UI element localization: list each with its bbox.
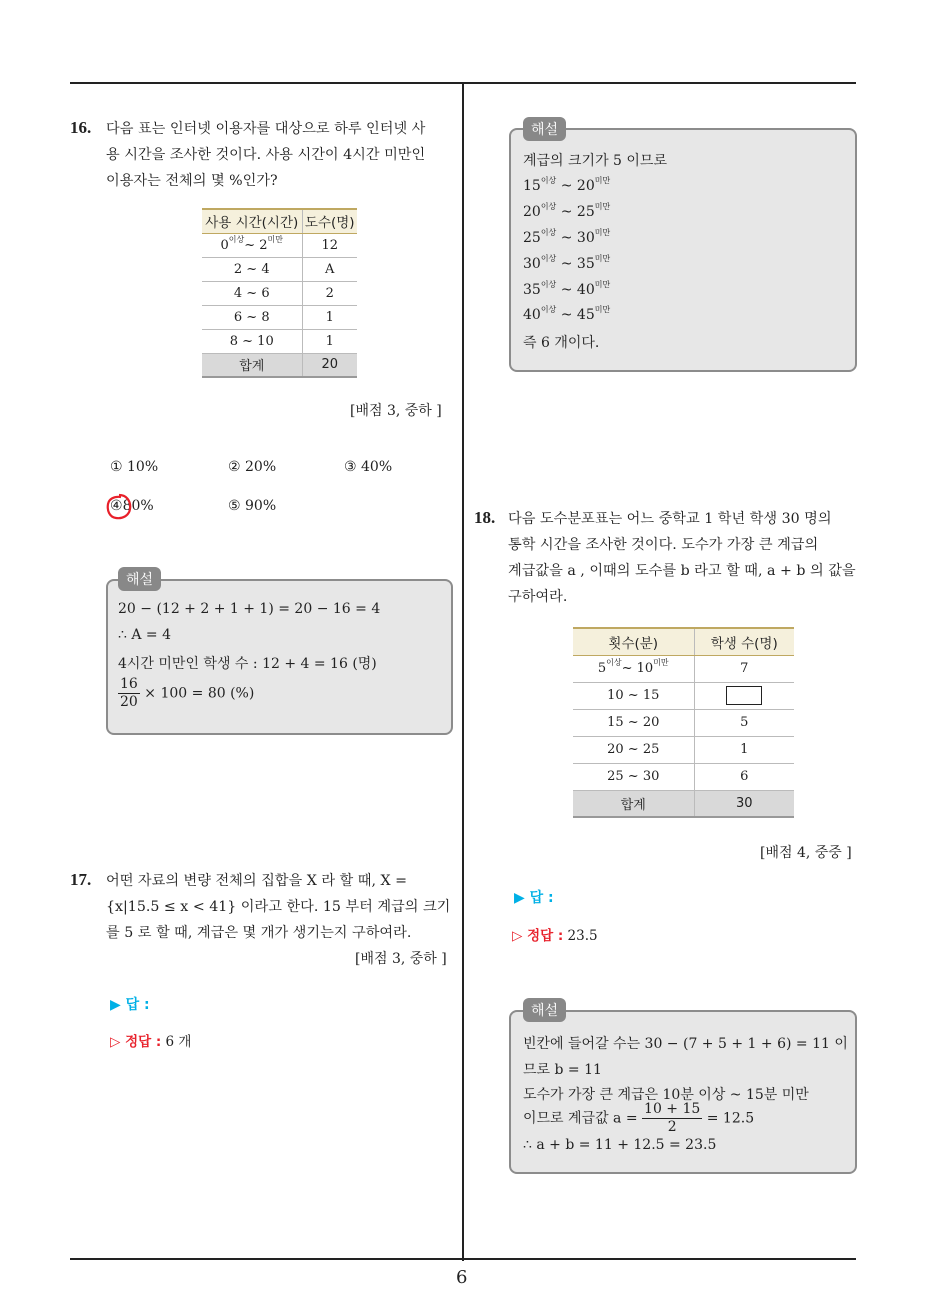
q16-number: 16. [70, 118, 92, 137]
q16-solution-line: ∴ A = 4 [118, 627, 172, 643]
blank-box [726, 686, 762, 705]
q18-solution-line: 므로 b = 11 [523, 1062, 602, 1078]
q18-line: 다음 도수분포표는 어느 중학교 1 학년 학생 30 명의 [508, 511, 832, 527]
q18-line: 구하여라. [508, 589, 568, 605]
q18-solution-line: 이므로 계급값 a = $\frac{10 + 15}{2}$ = 12.5 [523, 1101, 755, 1135]
table-cell: 5 [694, 709, 794, 736]
table-cell: 7 [694, 655, 794, 682]
q16-frequency-table [202, 208, 357, 378]
table-cell: 10 ~ 15 [573, 682, 694, 709]
q16-option-3[interactable]: ③ 40% [344, 459, 393, 475]
q17-solution-line: $40^{이상}$ ~ $45^{미만}$ [523, 305, 611, 323]
q16-option-2[interactable]: ② 20% [228, 459, 277, 475]
fraction: $\frac{10 + 15}{2}$ [644, 1101, 701, 1135]
q17-solution-line: $35^{이상}$ ~ $40^{미만}$ [523, 280, 611, 298]
q18-line: 계급값을 a , 이때의 도수를 b 라고 할 때, a + b 의 값을 [508, 563, 856, 579]
table-header: 횟수(분) [573, 628, 694, 655]
q17-solution-line: 계급의 크기가 5 이므로 [523, 153, 667, 169]
q17-meta: [배점 3, 중하 ] [355, 951, 447, 967]
q18-number: 18. [474, 508, 496, 527]
q17-correct-answer: ▷ 정답 : 6 개 [110, 1034, 192, 1050]
q16-line: 용 시간을 조사한 것이다. 사용 시간이 4시간 미만인 [106, 147, 426, 163]
table-total-row [202, 353, 357, 377]
q17-solution-line: $15^{이상}$ ~ $20^{미만}$ [523, 176, 611, 194]
table-row [573, 763, 794, 790]
table-cell: 6 ~ 8 [202, 305, 302, 329]
table-cell: 2 ~ 4 [202, 257, 302, 281]
q17-answer-input[interactable]: ▶ 답 : [110, 997, 150, 1013]
table-cell: 합계 [202, 353, 302, 377]
q17-solution-line: $25^{이상}$ ~ $30^{미만}$ [523, 228, 611, 246]
q18-solution-line: 빈칸에 들어갈 수는 30 − (7 + 5 + 1 + 6) = 11 이 [523, 1036, 848, 1052]
q16-solution-tag: 해설 [118, 567, 161, 591]
table-cell: 2 [302, 281, 357, 305]
q17-question [106, 868, 456, 946]
q16-solution-line: 4시간 미만인 학생 수 : 12 + 4 = 16 (명) [118, 656, 377, 672]
table-cell: 1 [302, 305, 357, 329]
table-cell [694, 682, 794, 709]
q17-line: 어떤 자료의 변량 전체의 집합을 X 라 할 때, X = [106, 873, 407, 889]
table-cell: 12 [302, 233, 357, 257]
table-cell: A [302, 257, 357, 281]
q17-solution-tag: 해설 [523, 117, 566, 141]
table-cell: 4 ~ 6 [202, 281, 302, 305]
page-number: 6 [456, 1267, 468, 1288]
table-header: 학생 수(명) [694, 628, 794, 655]
bottom-rule [70, 1258, 856, 1260]
q18-frequency-table [573, 627, 794, 818]
q18-line: 통학 시간을 조사한 것이다. 도수가 가장 큰 계급의 [508, 537, 819, 553]
q17-solution-line: $30^{이상}$ ~ $35^{미만}$ [523, 254, 611, 272]
q18-solution-line: 도수가 가장 큰 계급은 10분 이상 ~ 15분 미만 [523, 1087, 809, 1103]
q16-option-4[interactable]: ④80% [110, 498, 154, 514]
table-cell: 6 [694, 763, 794, 790]
table-cell: 20 ~ 25 [573, 736, 694, 763]
q16-meta: [배점 3, 중하 ] [350, 403, 442, 419]
q16-solution-line: $\frac{16}{20}$ × 100 = 80 (%) [120, 676, 255, 710]
table-header: 도수(명) [302, 209, 357, 233]
table-cell: 25 ~ 30 [573, 763, 694, 790]
q16-question [106, 116, 456, 194]
table-row [202, 257, 357, 281]
table-row [202, 329, 357, 353]
q17-solution-line: 즉 6 개이다. [523, 335, 600, 351]
table-row [573, 709, 794, 736]
q16-line: 이용자는 전체의 몇 %인가? [106, 173, 278, 189]
q17-solution-line: $20^{이상}$ ~ $25^{미만}$ [523, 202, 611, 220]
table-cell: 20 [302, 353, 357, 377]
fraction: $\frac{16}{20}$ [120, 676, 138, 710]
q18-answer-input[interactable]: ▶ 답 : [514, 890, 554, 906]
table-row: $0^{이상}\sim$ $2^{미만}$ 12 [202, 233, 357, 257]
q18-solution-tag: 해설 [523, 998, 566, 1022]
table-row: $5^{이상}\sim$ $10^{미만}$ 7 [573, 655, 794, 682]
q17-line: 를 5 로 할 때, 계급은 몇 개가 생기는지 구하여라. [106, 925, 412, 941]
q16-line: 다음 표는 인터넷 이용자를 대상으로 하루 인터넷 사 [106, 121, 426, 137]
q17-line: {x|15.5 ≤ x < 41} 이라고 한다. 15 부터 계급의 크기 [106, 899, 451, 915]
table-total-row [573, 790, 794, 817]
q18-meta: [배점 4, 중중 ] [760, 845, 852, 861]
q18-solution-line: ∴ a + b = 11 + 12.5 = 23.5 [523, 1137, 717, 1153]
table-row [202, 281, 357, 305]
table-cell: 합계 [573, 790, 694, 817]
table-cell: 8 ~ 10 [202, 329, 302, 353]
selected-circle-icon [104, 492, 134, 522]
table-row [573, 736, 794, 763]
q17-number: 17. [70, 870, 92, 889]
table-header: 사용 시간(시간) [202, 209, 302, 233]
table-row [573, 682, 794, 709]
column-divider [462, 83, 464, 1261]
table-cell: 15 ~ 20 [573, 709, 694, 736]
q16-solution-line: 20 − (12 + 2 + 1 + 1) = 20 − 16 = 4 [118, 601, 381, 617]
q16-option-5[interactable]: ⑤ 90% [228, 498, 277, 514]
table-cell: 1 [302, 329, 357, 353]
q18-correct-answer: ▷ 정답 : 23.5 [512, 928, 598, 944]
q18-question [508, 506, 858, 610]
table-cell: 1 [694, 736, 794, 763]
table-row [202, 305, 357, 329]
q16-option-1[interactable]: ① 10% [110, 459, 159, 475]
table-cell: 30 [694, 790, 794, 817]
